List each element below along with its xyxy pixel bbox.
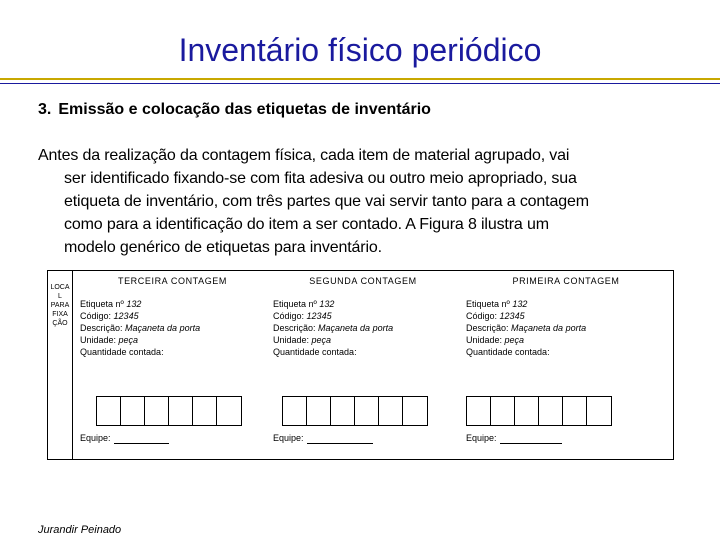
fixation-label [48, 283, 72, 328]
title-blue-rule [0, 83, 720, 84]
etiqueta-label: Etiqueta nº [80, 299, 124, 309]
digit-box [217, 397, 241, 425]
part-heading: PRIMEIRA CONTAGEM [512, 276, 620, 286]
quantidade-label: Quantidade contada: [80, 347, 164, 357]
quantidade-label: Quantidade contada: [273, 347, 357, 357]
section-heading [38, 100, 431, 120]
unidade-value: peça [311, 335, 332, 345]
paragraph-line: ser identificado fixando-se com fita adesiva ou outro meio apropriado, sua [64, 170, 577, 187]
digit-box [379, 397, 403, 425]
fixation-area [48, 271, 73, 459]
fixation-label-line: LOCA [50, 284, 70, 291]
etiqueta-label: Etiqueta nº [273, 299, 317, 309]
codigo-label: Código: [466, 311, 498, 321]
digit-box [515, 397, 539, 425]
equipe-field [466, 432, 562, 444]
codigo-value: 12345 [306, 311, 332, 321]
unidade-label: Unidade: [80, 335, 117, 345]
codigo-label: Código: [273, 311, 305, 321]
section-number: 3. [38, 101, 52, 118]
equipe-field [80, 432, 169, 444]
equipe-line [500, 433, 562, 444]
equipe-label: Equipe: [273, 433, 304, 443]
digit-box [563, 397, 587, 425]
etiqueta-value: 132 [512, 299, 528, 309]
digit-box [307, 397, 331, 425]
digit-box [169, 397, 193, 425]
descricao-label: Descrição: [273, 323, 316, 333]
descricao-value: Maçaneta da porta [318, 323, 394, 333]
descricao-value: Maçaneta da porta [125, 323, 201, 333]
digit-box [145, 397, 169, 425]
digit-box [193, 397, 217, 425]
part-heading: SEGUNDA CONTAGEM [309, 276, 417, 286]
digit-box [491, 397, 515, 425]
part-fields [466, 298, 586, 358]
digit-box [539, 397, 563, 425]
inventory-label-figure [47, 270, 674, 460]
digit-box [283, 397, 307, 425]
fixation-label-line: PARA [50, 302, 70, 309]
fixation-label-line: ÇÃO [52, 320, 68, 327]
digit-box [587, 397, 611, 425]
body-paragraph [38, 144, 678, 259]
author-footer: Jurandir Peinado [38, 524, 122, 536]
title-gold-rule [0, 78, 720, 80]
page-title: Inventário físico periódico [178, 32, 542, 68]
etiqueta-label: Etiqueta nº [466, 299, 510, 309]
count-digit-boxes [466, 396, 612, 426]
digit-box [403, 397, 427, 425]
digit-box [467, 397, 491, 425]
unidade-value: peça [504, 335, 525, 345]
paragraph-line: Antes da realização da contagem física, cada item de material agrupado, vai [38, 147, 570, 164]
codigo-label: Código: [80, 311, 112, 321]
part-fields [273, 298, 393, 358]
equipe-label: Equipe: [466, 433, 497, 443]
paragraph-line: etiqueta de inventário, com três partes que vai servir tanto para a contagem [64, 193, 589, 210]
section-heading-text: Emissão e colocação das etiquetas de inventário [58, 101, 431, 118]
digit-box [355, 397, 379, 425]
part-fields [80, 298, 200, 358]
paragraph-line: modelo genérico de etiquetas para inventário. [64, 239, 382, 256]
unidade-label: Unidade: [273, 335, 310, 345]
unidade-label: Unidade: [466, 335, 503, 345]
label-part-first-count [466, 271, 666, 459]
etiqueta-value: 132 [319, 299, 335, 309]
label-part-second-count [273, 271, 458, 459]
codigo-value: 12345 [499, 311, 525, 321]
fixation-label-line: FIXA [52, 311, 68, 318]
digit-box [121, 397, 145, 425]
unidade-value: peça [118, 335, 139, 345]
etiqueta-value: 132 [126, 299, 142, 309]
descricao-label: Descrição: [466, 323, 509, 333]
part-heading: TERCEIRA CONTAGEM [117, 276, 228, 286]
digit-box [97, 397, 121, 425]
paragraph-line: como para a identificação do item a ser contado. A Figura 8 ilustra um [64, 216, 549, 233]
equipe-line [307, 433, 373, 444]
quantidade-label: Quantidade contada: [466, 347, 550, 357]
equipe-label: Equipe: [80, 433, 111, 443]
label-part-third-count [80, 271, 265, 459]
equipe-field [273, 432, 373, 444]
descricao-label: Descrição: [80, 323, 123, 333]
count-digit-boxes [96, 396, 242, 426]
fixation-label-line: L [58, 293, 62, 300]
equipe-line [114, 433, 169, 444]
descricao-value: Maçaneta da porta [511, 323, 587, 333]
count-digit-boxes [282, 396, 428, 426]
digit-box [331, 397, 355, 425]
codigo-value: 12345 [113, 311, 139, 321]
